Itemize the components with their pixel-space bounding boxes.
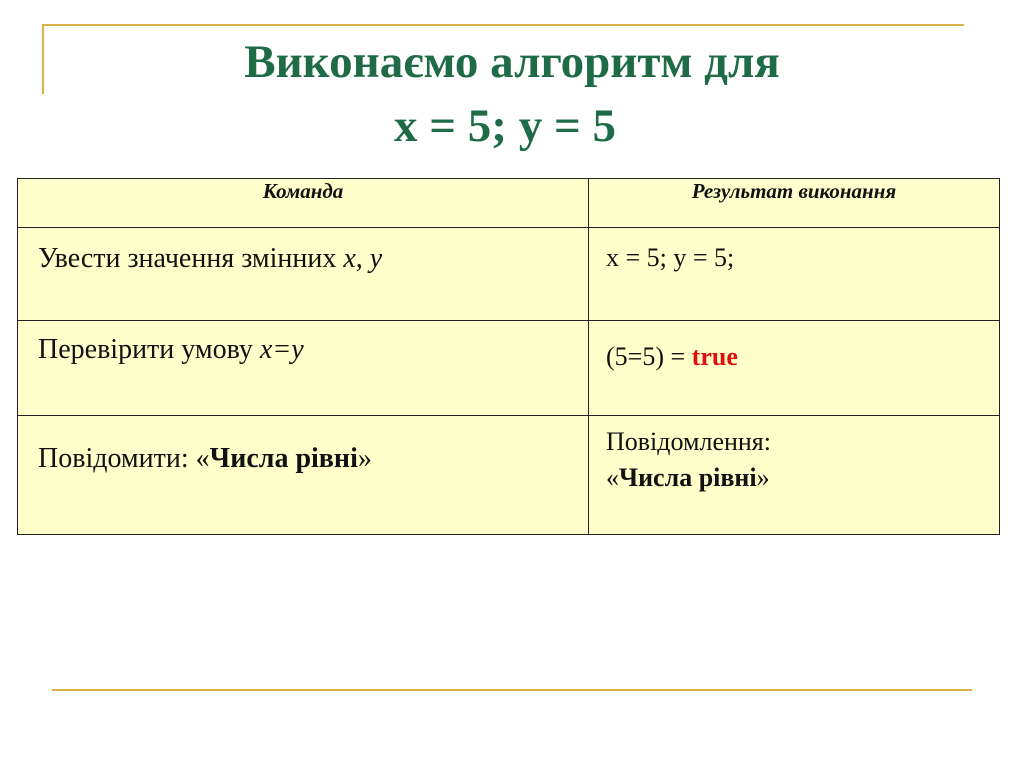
command-cell: [18, 228, 589, 321]
command-condition: x=y: [259, 334, 304, 365]
result-cell: [589, 228, 1000, 321]
result-cell: [589, 321, 1000, 416]
frame-bottom-line: [52, 689, 972, 691]
command-variables: x, y: [343, 243, 383, 274]
command-cell: [18, 321, 589, 416]
slide-title: [0, 30, 1024, 158]
command-text: Повідомити: «: [38, 443, 210, 474]
command-text: Перевірити умову: [38, 334, 260, 365]
result-true-value: true: [691, 342, 738, 371]
command-cell: [18, 416, 589, 535]
result-quote-close: »: [756, 463, 770, 492]
result-message: Числа рівні: [619, 463, 757, 492]
result-text: (5=5) =: [606, 342, 692, 371]
command-text: Увести значення змінних: [38, 243, 344, 274]
frame-top-line: [42, 24, 964, 26]
header-result: Результат виконання: [589, 179, 1000, 228]
table-row: [18, 228, 1000, 321]
algorithm-table: [17, 178, 1000, 535]
slide-title-line-2: x = 5; y = 5: [394, 100, 616, 152]
command-message: Числа рівні: [209, 443, 358, 474]
result-text: Повідомлення:: [606, 427, 771, 456]
table-header-row: [18, 179, 1000, 228]
result-quote-open: «: [606, 463, 619, 492]
table-row: [18, 416, 1000, 535]
slide-title-line-1: Виконаємо алгоритм для: [244, 36, 780, 88]
result-cell: [589, 416, 1000, 535]
result-message-line: [606, 460, 999, 496]
header-command: Команда: [18, 179, 589, 228]
result-text: x = 5; y = 5;: [606, 243, 735, 272]
table-row: [18, 321, 1000, 416]
command-quote-close: »: [357, 443, 372, 474]
